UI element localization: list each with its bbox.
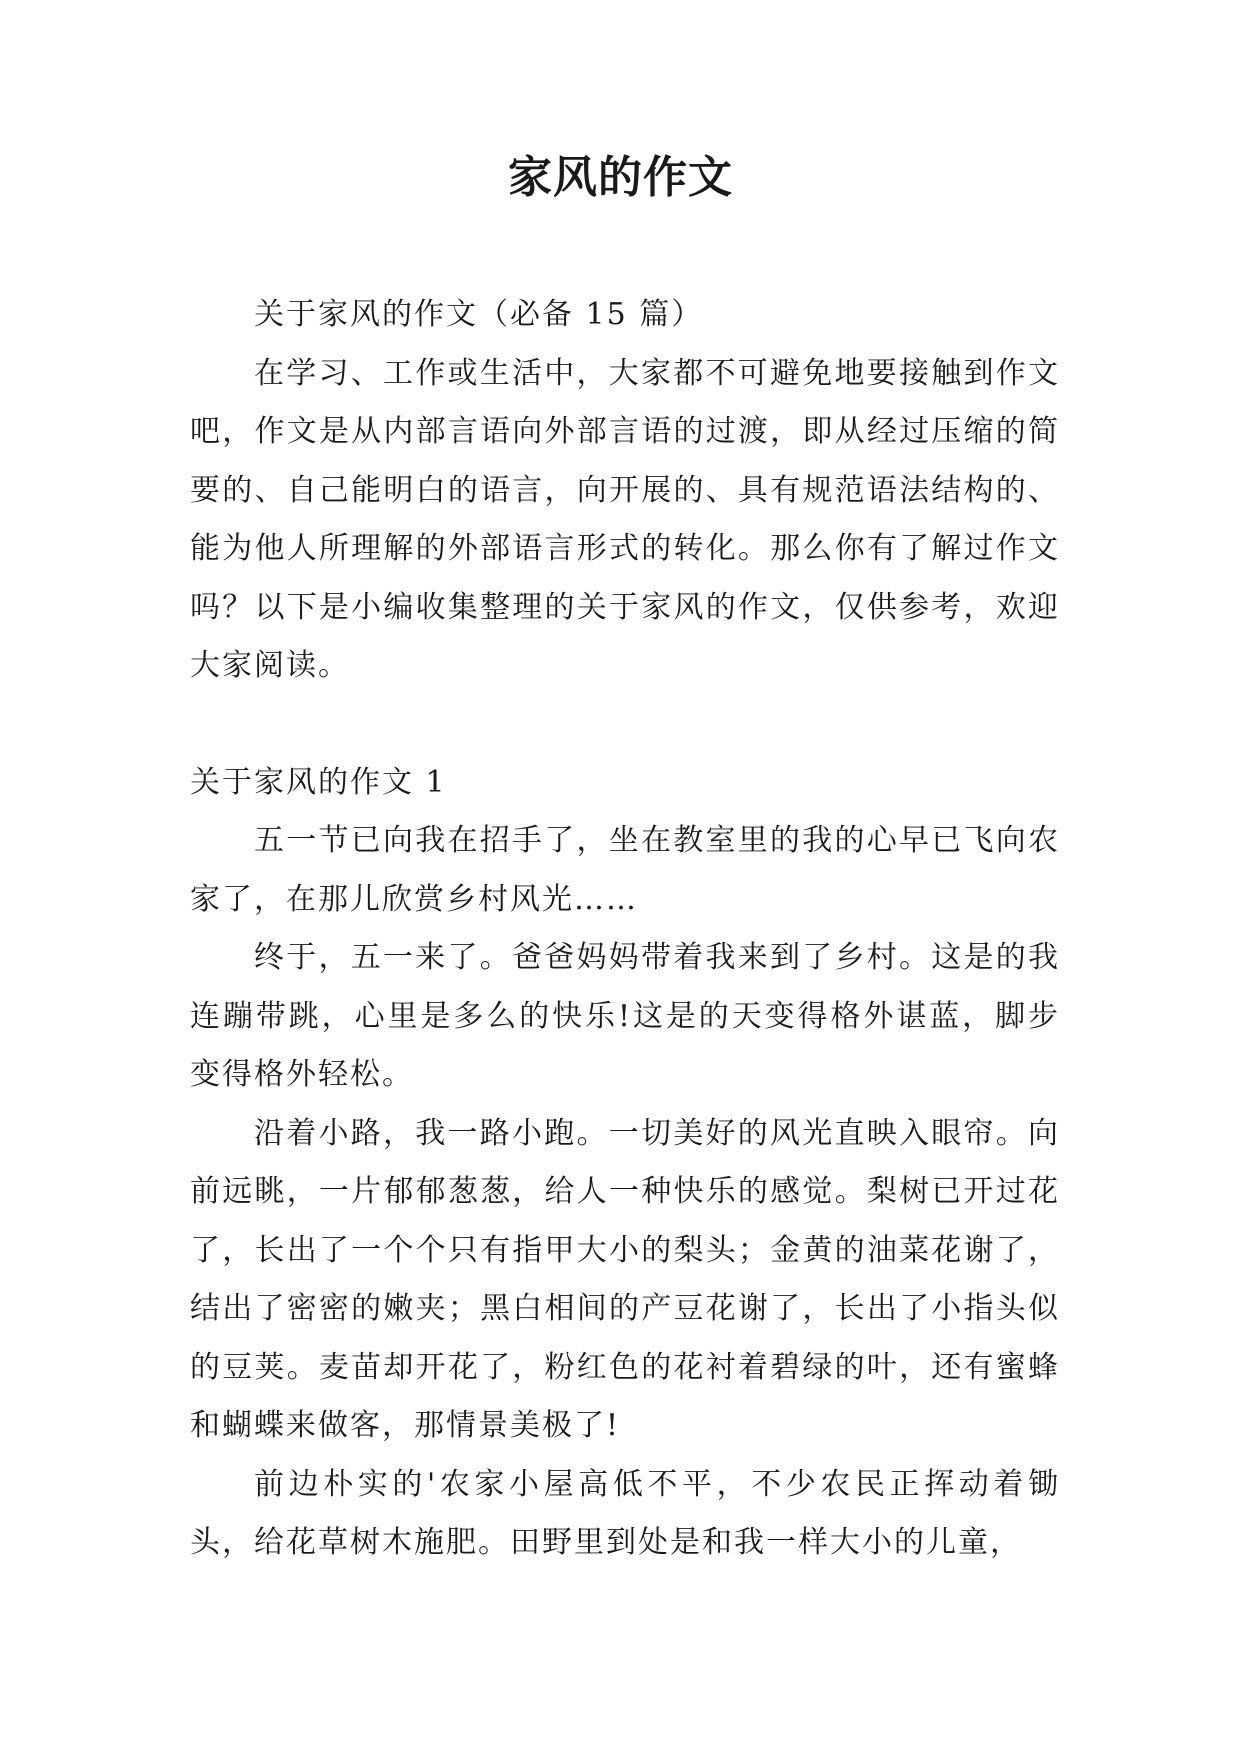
document-subtitle: 关于家风的作文（必备 15 篇） (254, 297, 704, 332)
intro-paragraph: 在学习、工作或生活中，大家都不可避免地要接触到作文吧，作文是从内部言语向外部言语的过渡，即从经过压缩的简要的、自己能明白的语言，向开展的、具有规范语法结构的、能为他人所理解的外部语言形式的转化。那么你有了解过作文吗？以下是小编收集整理的关于家风的作文，仅供参考，欢迎大家阅读。 (190, 355, 1060, 683)
section-paragraph: 前边朴实的'农家小屋高低不平，不少农民正挥动着锄头，给花草树木施肥。田野里到处是和我一样大小的儿童， (190, 1466, 1060, 1560)
section-paragraph: 五一节已向我在招手了，坐在教室里的我的心早已飞向农家了，在那儿欣赏乡村风光…… (190, 823, 1060, 917)
section-heading: 关于家风的作文 1 (190, 764, 447, 800)
document-title: 家风的作文 (508, 152, 733, 203)
section-paragraph: 终于，五一来了。爸爸妈妈带着我来到了乡村。这是的我连蹦带跳，心里是多么的快乐!这是的天变得格外谌蓝，脚步变得格外轻松。 (190, 940, 1060, 1092)
document-body (190, 286, 1060, 1573)
section-paragraph: 沿着小路，我一路小跑。一切美好的风光直映入眼帘。向前远眺，一片郁郁葱葱，给人一种快乐的感觉。梨树已开过花了，长出了一个个只有指甲大小的梨头；金黄的油菜花谢了，结出了密密的嫩夹；黑白相间的产豆花谢了，长出了小指头似的豆荚。麦苗却开花了，粉红色的花衬着碧绿的叶，还有蜜蜂和蝴蝶来做客，那情景美极了! (190, 1115, 1060, 1443)
